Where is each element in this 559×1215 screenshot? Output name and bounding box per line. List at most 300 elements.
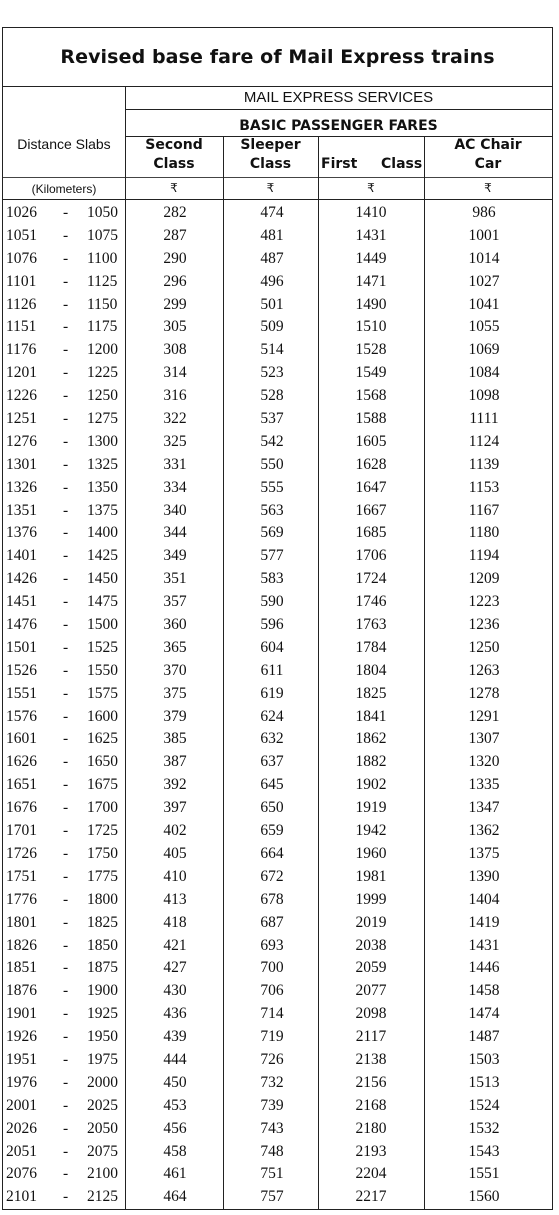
table-row [3, 728, 552, 751]
second-class-fare: 287 [163, 226, 187, 244]
ac-chair-fare: 1419 [468, 913, 500, 931]
ac-chair-fare: 1111 [469, 410, 499, 428]
table-row [3, 248, 552, 271]
sleeper-class-fare: 751 [260, 1165, 284, 1183]
distance-from: 1326 [6, 478, 37, 496]
distance-from: 1901 [6, 1005, 37, 1023]
table-row [3, 889, 552, 912]
table-row [3, 751, 552, 774]
table-row [3, 797, 552, 820]
distance-from: 1301 [6, 455, 37, 473]
first-class-fare: 1942 [355, 822, 387, 840]
range-dash: - [63, 432, 69, 450]
service-header: MAIL EXPRESS SERVICES [243, 89, 434, 106]
ac-chair-fare: 1390 [468, 867, 500, 885]
table-row [3, 774, 552, 797]
distance-to: 1500 [87, 616, 118, 634]
distance-from: 1826 [6, 936, 37, 954]
range-dash: - [63, 1096, 69, 1114]
sleeper-class-fare: 645 [260, 776, 284, 794]
table-row [3, 202, 552, 225]
table-row [3, 1118, 552, 1141]
range-dash: - [63, 1142, 69, 1160]
distance-to: 1675 [87, 776, 118, 794]
range-dash: - [63, 1119, 69, 1137]
first-class-fare: 1960 [355, 844, 387, 862]
distance-from: 1501 [6, 638, 37, 656]
sleeper-class-fare: 757 [260, 1188, 284, 1206]
distance-to: 1800 [87, 890, 118, 908]
first-class-fare: 1667 [355, 501, 387, 519]
page-title: Revised base fare of Mail Express trains [3, 28, 552, 87]
ac-chair-header-line2: Car [474, 156, 502, 172]
distance-from: 1576 [6, 707, 37, 725]
second-class-fare: 322 [163, 410, 187, 428]
ac-chair-fare: 1084 [468, 364, 500, 382]
first-class-fare: 1628 [355, 455, 387, 473]
distance-from: 1676 [6, 799, 37, 817]
range-dash: - [63, 1050, 69, 1068]
table-row [3, 866, 552, 889]
second-class-fare: 392 [163, 776, 187, 794]
fare-table [2, 27, 553, 1210]
distance-to: 1175 [87, 318, 118, 336]
distance-to: 1250 [87, 387, 118, 405]
distance-from: 1251 [6, 410, 37, 428]
sleeper-class-fare: 496 [260, 272, 284, 290]
sleeper-class-fare: 706 [260, 982, 284, 1000]
ac-chair-fare: 1320 [468, 753, 500, 771]
distance-from: 1701 [6, 822, 37, 840]
range-dash: - [63, 364, 69, 382]
distance-from: 1351 [6, 501, 37, 519]
distance-from: 1151 [6, 318, 37, 336]
first-class-fare: 2156 [355, 1073, 387, 1091]
second-class-fare: 464 [163, 1188, 187, 1206]
first-class-fare: 1724 [355, 570, 387, 588]
sleeper-class-fare: 693 [260, 936, 284, 954]
first-class-fare: 1410 [355, 204, 387, 221]
second-class-fare: 340 [163, 501, 187, 519]
distance-to: 1050 [87, 204, 118, 221]
second-class-header: Second [145, 137, 203, 153]
ac-chair-fare: 1291 [468, 707, 500, 725]
sleeper-class-fare: 550 [260, 455, 284, 473]
distance-to: 2050 [87, 1119, 118, 1137]
second-class-fare: 375 [163, 684, 187, 702]
second-class-fare: 458 [163, 1142, 187, 1160]
sleeper-class-fare: 687 [260, 913, 284, 931]
second-class-fare: 365 [163, 638, 187, 656]
table-body [3, 202, 552, 1209]
range-dash: - [63, 1005, 69, 1023]
distance-from: 1226 [6, 387, 37, 405]
second-class-fare: 453 [163, 1096, 187, 1114]
range-dash: - [63, 478, 69, 496]
distance-from: 2026 [6, 1119, 37, 1137]
second-class-fare: 444 [163, 1050, 187, 1068]
ac-chair-fare: 1167 [468, 501, 500, 519]
distance-from: 2101 [6, 1188, 37, 1206]
distance-from: 1801 [6, 913, 37, 931]
distance-from: 1426 [6, 570, 37, 588]
first-class-fare: 2204 [355, 1165, 387, 1183]
range-dash: - [63, 272, 69, 290]
currency-symbol: ₹ [266, 181, 275, 195]
distance-to: 1275 [87, 410, 118, 428]
table-row [3, 820, 552, 843]
second-class-fare: 344 [163, 524, 187, 542]
distance-from: 1751 [6, 867, 37, 885]
ac-chair-fare: 1446 [468, 959, 500, 977]
second-class-fare: 456 [163, 1119, 187, 1137]
distance-to: 1900 [87, 982, 118, 1000]
table-row [3, 1003, 552, 1026]
range-dash: - [63, 1165, 69, 1183]
sleeper-class-fare: 563 [260, 501, 284, 519]
ac-chair-fare: 1194 [468, 547, 500, 565]
table-row [3, 477, 552, 500]
second-class-fare: 385 [163, 730, 187, 748]
table-row [3, 271, 552, 294]
first-class-fare: 1510 [355, 318, 387, 336]
second-class-fare: 357 [163, 593, 187, 611]
first-class-fare: 2180 [355, 1119, 387, 1137]
range-dash: - [63, 295, 69, 313]
distance-from: 1876 [6, 982, 37, 1000]
range-dash: - [63, 822, 69, 840]
units-label: (Kilometers) [31, 182, 97, 196]
distance-to: 1350 [87, 478, 118, 496]
second-class-fare: 436 [163, 1005, 187, 1023]
distance-to: 2000 [87, 1073, 118, 1091]
divider [125, 109, 552, 110]
table-row [3, 706, 552, 729]
first-class-fare: 1685 [355, 524, 387, 542]
ac-chair-fare: 1041 [468, 295, 500, 313]
second-class-fare: 351 [163, 570, 187, 588]
table-row [3, 545, 552, 568]
first-class-fare: 1841 [355, 707, 387, 725]
divider [3, 177, 552, 178]
ac-chair-fare: 1223 [468, 593, 500, 611]
sleeper-class-fare: 739 [260, 1096, 284, 1114]
ac-chair-fare: 1014 [468, 249, 500, 267]
first-class-fare: 1784 [355, 638, 387, 656]
distance-from: 1076 [6, 249, 37, 267]
range-dash: - [63, 730, 69, 748]
second-class-fare: 413 [163, 890, 187, 908]
second-class-fare: 325 [163, 432, 187, 450]
ac-chair-fare: 1503 [468, 1050, 500, 1068]
ac-chair-fare: 1124 [468, 432, 500, 450]
table-row [3, 1049, 552, 1072]
first-class-fare: 1588 [355, 410, 387, 428]
ac-chair-fare: 1250 [468, 638, 500, 656]
distance-from: 1451 [6, 593, 37, 611]
currency-symbol: ₹ [484, 181, 492, 195]
sleeper-class-fare: 714 [260, 1005, 284, 1023]
distance-to: 1600 [87, 707, 118, 725]
first-class-fare: 1825 [355, 684, 387, 702]
first-class-fare: 1647 [355, 478, 387, 496]
first-class-fare: 2168 [355, 1096, 387, 1114]
second-class-fare: 349 [163, 547, 187, 565]
distance-to: 1925 [87, 1005, 118, 1023]
sleeper-class-fare: 514 [260, 341, 284, 359]
first-class-fare: 1449 [355, 249, 387, 267]
sleeper-class-fare: 672 [260, 867, 284, 885]
distance-header: Distance Slabs [17, 136, 111, 152]
second-class-fare: 296 [163, 272, 187, 290]
first-class-fare: 1568 [355, 387, 387, 405]
ac-chair-fare: 1098 [468, 387, 500, 405]
first-class-fare: 2059 [355, 959, 387, 977]
distance-to: 1625 [87, 730, 118, 748]
first-class-fare: 1882 [355, 753, 387, 771]
distance-from: 1601 [6, 730, 37, 748]
second-class-fare: 299 [163, 295, 187, 313]
second-class-fare: 402 [163, 822, 187, 840]
sleeper-class-fare: 590 [260, 593, 284, 611]
second-class-fare: 427 [163, 959, 187, 977]
sleeper-class-fare: 637 [260, 753, 284, 771]
distance-from: 2051 [6, 1142, 37, 1160]
table-row [3, 637, 552, 660]
distance-from: 1651 [6, 776, 37, 794]
distance-from: 1201 [6, 364, 37, 382]
ac-chair-fare: 1524 [468, 1096, 500, 1114]
first-class-fare: 1763 [355, 616, 387, 634]
distance-from: 1026 [6, 204, 37, 221]
sleeper-class-fare: 577 [260, 547, 284, 565]
distance-from: 1526 [6, 661, 37, 679]
ac-chair-fare: 1362 [468, 822, 500, 840]
distance-to: 1225 [87, 364, 118, 382]
distance-from: 2076 [6, 1165, 37, 1183]
distance-from: 1376 [6, 524, 37, 542]
distance-to: 1850 [87, 936, 118, 954]
table-row [3, 912, 552, 935]
distance-to: 1700 [87, 799, 118, 817]
second-class-fare: 316 [163, 387, 187, 405]
second-class-fare: 331 [163, 455, 187, 473]
ac-chair-fare: 1458 [468, 982, 500, 1000]
first-class-fare: 2193 [355, 1142, 387, 1160]
first-class-fare: 1862 [355, 730, 387, 748]
sleeper-class-fare: 542 [260, 432, 284, 450]
distance-to: 1775 [87, 867, 118, 885]
ac-chair-fare: 1551 [468, 1165, 500, 1183]
distance-to: 1950 [87, 1028, 118, 1046]
second-class-header-line2: Class [153, 156, 195, 172]
range-dash: - [63, 844, 69, 862]
sleeper-class-fare: 726 [260, 1050, 284, 1068]
sleeper-class-header-line2: Class [249, 156, 292, 172]
first-class-fare: 1706 [355, 547, 387, 565]
second-class-fare: 379 [163, 707, 187, 725]
range-dash: - [63, 959, 69, 977]
range-dash: - [63, 318, 69, 336]
ac-chair-fare: 1153 [468, 478, 500, 496]
ac-chair-fare: 1375 [468, 844, 500, 862]
distance-to: 1100 [87, 249, 118, 267]
second-class-fare: 450 [163, 1073, 187, 1091]
distance-to: 1075 [87, 226, 118, 244]
first-class-fare: 1902 [355, 776, 387, 794]
distance-to: 1475 [87, 593, 118, 611]
range-dash: - [63, 867, 69, 885]
second-class-fare: 461 [163, 1165, 187, 1183]
distance-to: 1725 [87, 822, 118, 840]
ac-chair-fare: 986 [472, 204, 496, 221]
first-class-fare: 2217 [355, 1188, 387, 1206]
first-class-fare: 1528 [355, 341, 387, 359]
ac-chair-fare: 1347 [468, 799, 500, 817]
table-row [3, 1026, 552, 1049]
distance-from: 1401 [6, 547, 37, 565]
range-dash: - [63, 661, 69, 679]
table-row [3, 957, 552, 980]
sleeper-class-fare: 624 [260, 707, 284, 725]
ac-chair-fare: 1209 [468, 570, 500, 588]
distance-from: 1476 [6, 616, 37, 634]
distance-to: 1525 [87, 638, 118, 656]
distance-to: 1200 [87, 341, 118, 359]
sleeper-class-fare: 509 [260, 318, 284, 336]
ac-chair-fare: 1532 [468, 1119, 500, 1137]
range-dash: - [63, 593, 69, 611]
table-row [3, 500, 552, 523]
ac-chair-fare: 1487 [468, 1028, 500, 1046]
sleeper-class-fare: 743 [260, 1119, 284, 1137]
distance-from: 1176 [6, 341, 37, 359]
distance-to: 2125 [87, 1188, 118, 1206]
divider [3, 199, 552, 200]
first-class-fare: 1999 [355, 890, 387, 908]
sleeper-class-fare: 474 [260, 204, 284, 221]
second-class-fare: 430 [163, 982, 187, 1000]
table-row [3, 980, 552, 1003]
ac-chair-fare: 1055 [468, 318, 500, 336]
range-dash: - [63, 524, 69, 542]
table-row [3, 225, 552, 248]
distance-from: 1626 [6, 753, 37, 771]
first-class-fare: 1431 [355, 226, 387, 244]
first-class-header: First [321, 156, 358, 172]
second-class-fare: 334 [163, 478, 187, 496]
sleeper-class-fare: 583 [260, 570, 284, 588]
sleeper-class-fare: 528 [260, 387, 284, 405]
distance-to: 1875 [87, 959, 118, 977]
range-dash: - [63, 890, 69, 908]
sleeper-class-fare: 569 [260, 524, 284, 542]
range-dash: - [63, 913, 69, 931]
second-class-fare: 387 [163, 753, 187, 771]
distance-to: 1975 [87, 1050, 118, 1068]
sleeper-class-fare: 748 [260, 1142, 284, 1160]
distance-from: 1926 [6, 1028, 37, 1046]
ac-chair-fare: 1236 [468, 616, 500, 634]
ac-chair-fare: 1278 [468, 684, 500, 702]
first-class-fare: 2117 [355, 1028, 387, 1046]
second-class-fare: 282 [163, 204, 187, 221]
first-class-fare: 1471 [355, 272, 387, 290]
first-class-fare: 1605 [355, 432, 387, 450]
sleeper-class-fare: 611 [260, 661, 284, 679]
first-class-fare: 2098 [355, 1005, 387, 1023]
first-class-fare: 2019 [355, 913, 387, 931]
table-row [3, 408, 552, 431]
first-class-header-line2: Class [381, 156, 423, 172]
distance-to: 1125 [87, 272, 118, 290]
table-row [3, 935, 552, 958]
distance-from: 1976 [6, 1073, 37, 1091]
second-class-fare: 290 [163, 249, 187, 267]
first-class-fare: 2138 [355, 1050, 387, 1068]
distance-to: 1300 [87, 432, 118, 450]
fares-header: BASIC PASSENGER FARES [239, 118, 438, 134]
distance-from: 1101 [6, 272, 37, 290]
range-dash: - [63, 249, 69, 267]
sleeper-class-fare: 537 [260, 410, 284, 428]
table-row [3, 454, 552, 477]
distance-from: 1726 [6, 844, 37, 862]
sleeper-class-fare: 596 [260, 616, 284, 634]
ac-chair-fare: 1139 [468, 455, 500, 473]
first-class-fare: 1804 [355, 661, 387, 679]
second-class-fare: 421 [163, 936, 187, 954]
table-row [3, 385, 552, 408]
sleeper-class-fare: 732 [260, 1073, 284, 1091]
range-dash: - [63, 570, 69, 588]
sleeper-class-fare: 604 [260, 638, 284, 656]
sleeper-class-fare: 700 [260, 959, 284, 977]
table-row [3, 1095, 552, 1118]
table-row [3, 362, 552, 385]
distance-from: 1776 [6, 890, 37, 908]
sleeper-class-fare: 487 [260, 249, 284, 267]
sleeper-class-fare: 719 [260, 1028, 284, 1046]
first-class-fare: 1549 [355, 364, 387, 382]
table-row [3, 683, 552, 706]
table-row [3, 522, 552, 545]
distance-to: 2075 [87, 1142, 118, 1160]
range-dash: - [63, 226, 69, 244]
table-row [3, 339, 552, 362]
distance-to: 2100 [87, 1165, 118, 1183]
first-class-fare: 1746 [355, 593, 387, 611]
range-dash: - [63, 707, 69, 725]
range-dash: - [63, 684, 69, 702]
second-class-fare: 439 [163, 1028, 187, 1046]
range-dash: - [63, 776, 69, 794]
sleeper-class-fare: 555 [260, 478, 284, 496]
distance-to: 1375 [87, 501, 118, 519]
ac-chair-fare: 1001 [468, 226, 500, 244]
sleeper-class-header: Sleeper [240, 137, 301, 153]
range-dash: - [63, 638, 69, 656]
distance-to: 1650 [87, 753, 118, 771]
currency-symbol: ₹ [367, 181, 375, 195]
range-dash: - [63, 1028, 69, 1046]
distance-from: 1951 [6, 1050, 37, 1068]
distance-to: 2025 [87, 1096, 118, 1114]
ac-chair-header: AC Chair [454, 137, 522, 153]
distance-to: 1325 [87, 455, 118, 473]
range-dash: - [63, 753, 69, 771]
distance-from: 1051 [6, 226, 37, 244]
